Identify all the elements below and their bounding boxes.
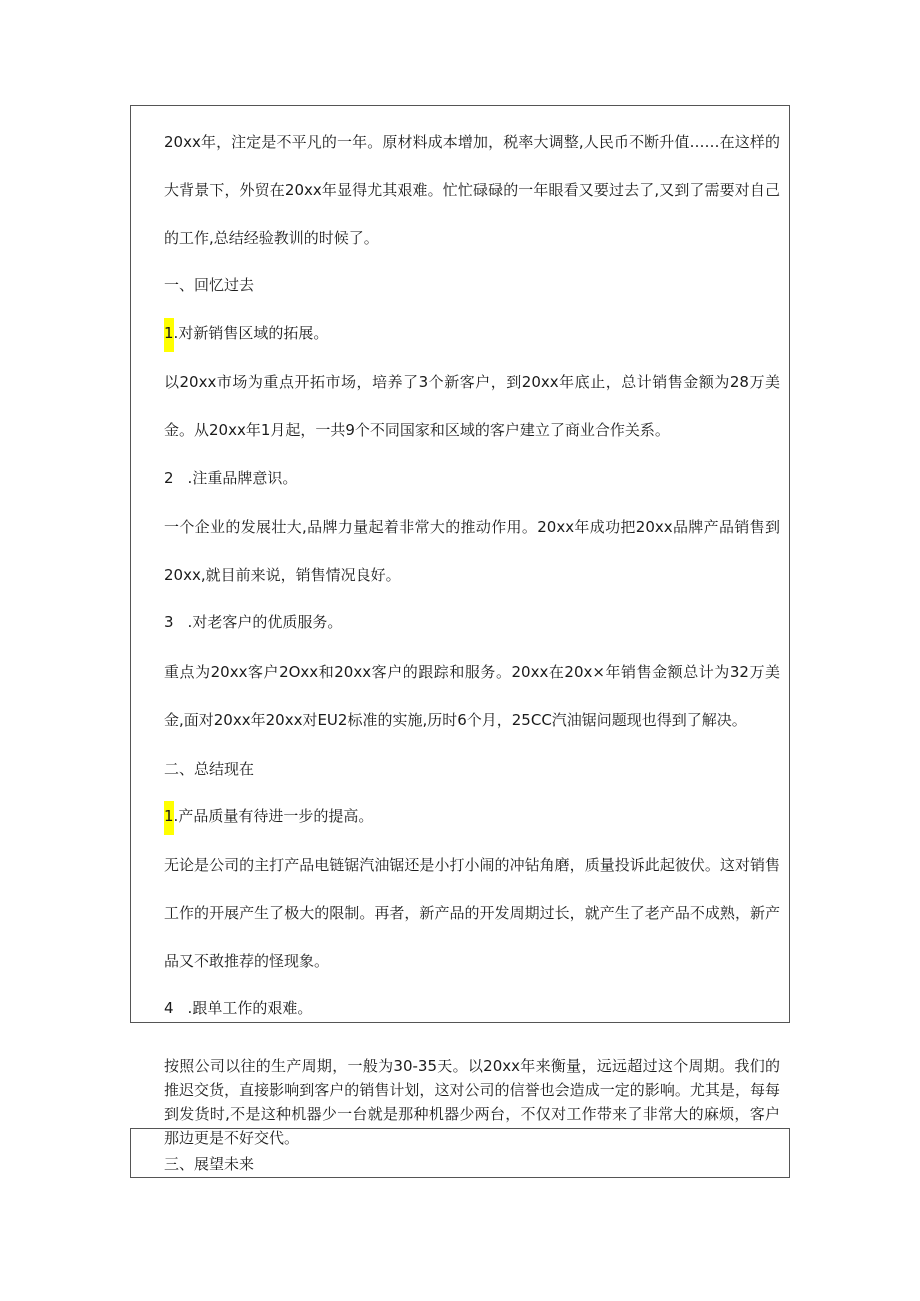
section1-item1	[164, 323, 328, 343]
section1-item2-body: 一个企业的发展壮大,品牌力量起着非常大的推动作用。20xx年成功把20xx品牌产品销售到20xx,就目前来说，销售情况良好。	[164, 518, 780, 584]
section3-heading: 三、展望未来	[164, 1155, 255, 1173]
section2-item4-body: 按照公司以往的生产周期，一般为30-35天。以20xx年来衡量，远远超过这个周期。我们的推迟交货，直接影响到客户的销售计划，这对公司的信誉也会造成一定的影响。尤其是，每每到发货时,不是这种机器少一台就是那种机器少两台，不仅对工作带来了非常大的麻烦，客户那边更是不好交代。	[164, 1057, 780, 1147]
highlight-number: 1	[164, 318, 174, 352]
section1-item2	[164, 468, 297, 488]
section1-item3-title: .对老客户的优质服务。	[187, 613, 343, 631]
highlight-number: 1	[164, 801, 174, 835]
section2-item1-title: .产品质量有待进一步的提高。	[173, 807, 374, 825]
section1-item1-body: 以20xx市场为重点开拓市场，培养了3个新客户，到20xx年底止，总计销售金额为28万美金。从20xx年1月起，一共9个不同国家和区域的客户建立了商业合作关系。	[164, 373, 780, 439]
section1-item2-title: .注重品牌意识。	[187, 469, 298, 487]
section1-item1-title: .对新销售区域的拓展。	[173, 324, 329, 342]
section2-heading: 二、总结现在	[164, 760, 255, 778]
section2-item1	[164, 806, 373, 826]
section1-item2-number: 2	[164, 469, 174, 487]
section1-heading: 一、回忆过去	[164, 276, 255, 294]
section1-item3-body: 重点为20xx客户2Oxx和20xx客户的跟踪和服务。20xx在20x×年销售金额总计为32万美金,面对20xx年20xx对EU2标准的实施,历时6个月，25CC汽油锯问题现也得到了解决。	[164, 663, 780, 729]
section1-item3-number: 3	[164, 613, 174, 631]
section2-item4	[164, 998, 312, 1018]
section1-item3	[164, 612, 342, 632]
section2-item4-title: .跟单工作的艰难。	[187, 999, 313, 1017]
intro-paragraph: 20xx年，注定是不平凡的一年。原材料成本增加，税率大调整,人民币不断升值……在这样的大背景下，外贸在20xx年显得尤其艰难。忙忙碌碌的一年眼看又要过去了,又到了需要对自己的工作,总结经验教训的时候了。	[164, 133, 780, 247]
section2-item1-body: 无论是公司的主打产品电链锯汽油锯还是小打小闹的冲钻角磨，质量投诉此起彼伏。这对销售工作的开展产生了极大的限制。再者，新产品的开发周期过长，就产生了老产品不成熟，新产品又不敢推荐的怪现象。	[164, 856, 780, 970]
section2-item4-number: 4	[164, 999, 174, 1017]
